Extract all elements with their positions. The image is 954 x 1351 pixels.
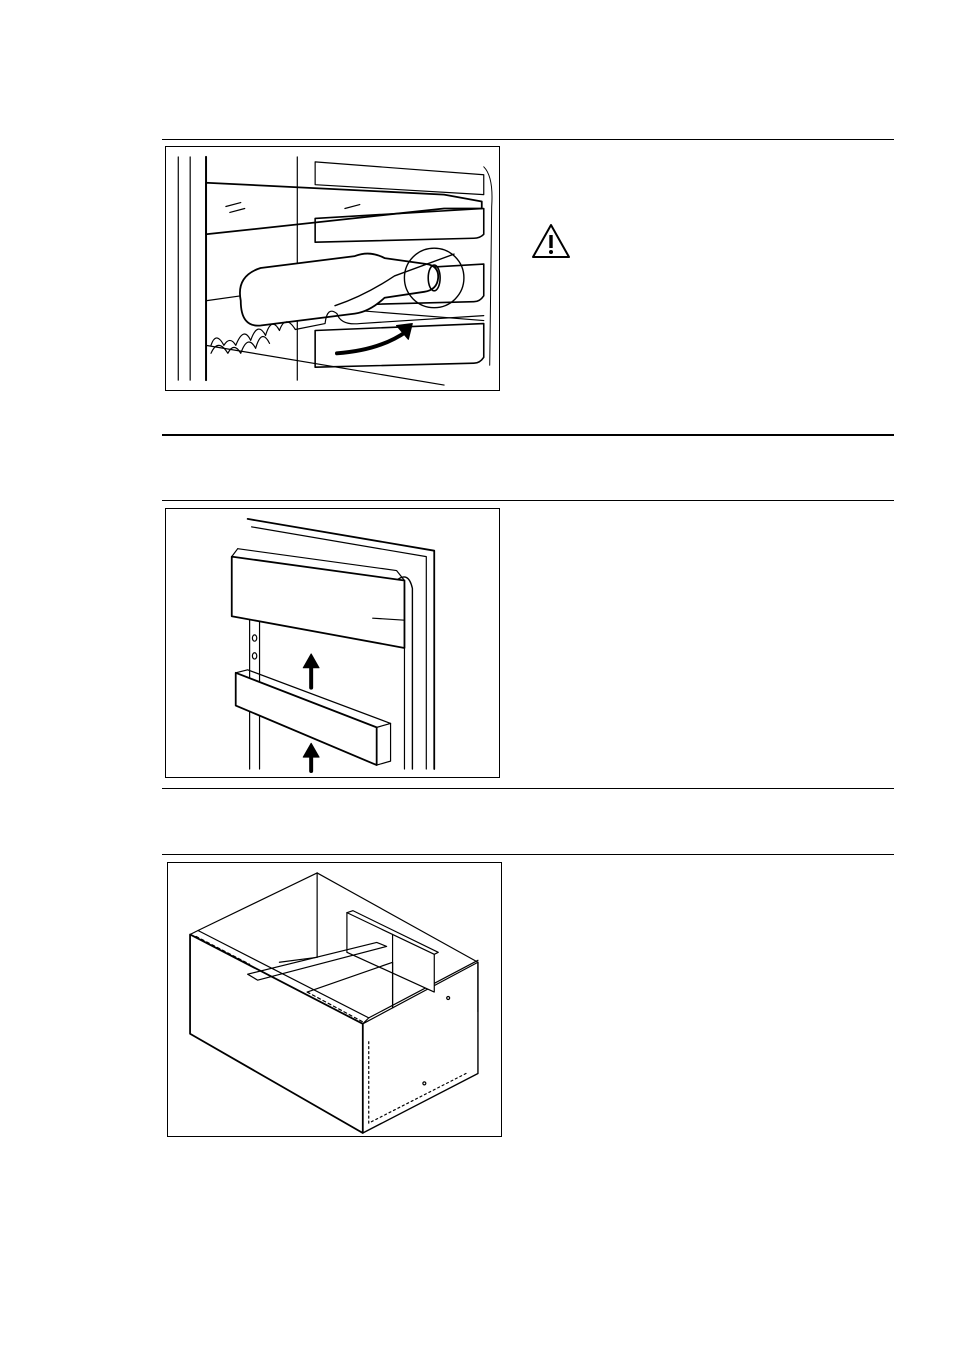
- bottle-rack-illustration: [165, 146, 500, 391]
- warning-triangle-icon: [530, 222, 572, 260]
- section-rule-divider-1: [162, 434, 894, 436]
- section-rule-3: [162, 854, 894, 855]
- section-rule-top: [162, 139, 894, 140]
- section-rule-divider-2: [162, 788, 894, 789]
- freezer-drawer-illustration: [167, 862, 502, 1137]
- section-rule-2: [162, 500, 894, 501]
- door-balcony-illustration: [165, 508, 500, 778]
